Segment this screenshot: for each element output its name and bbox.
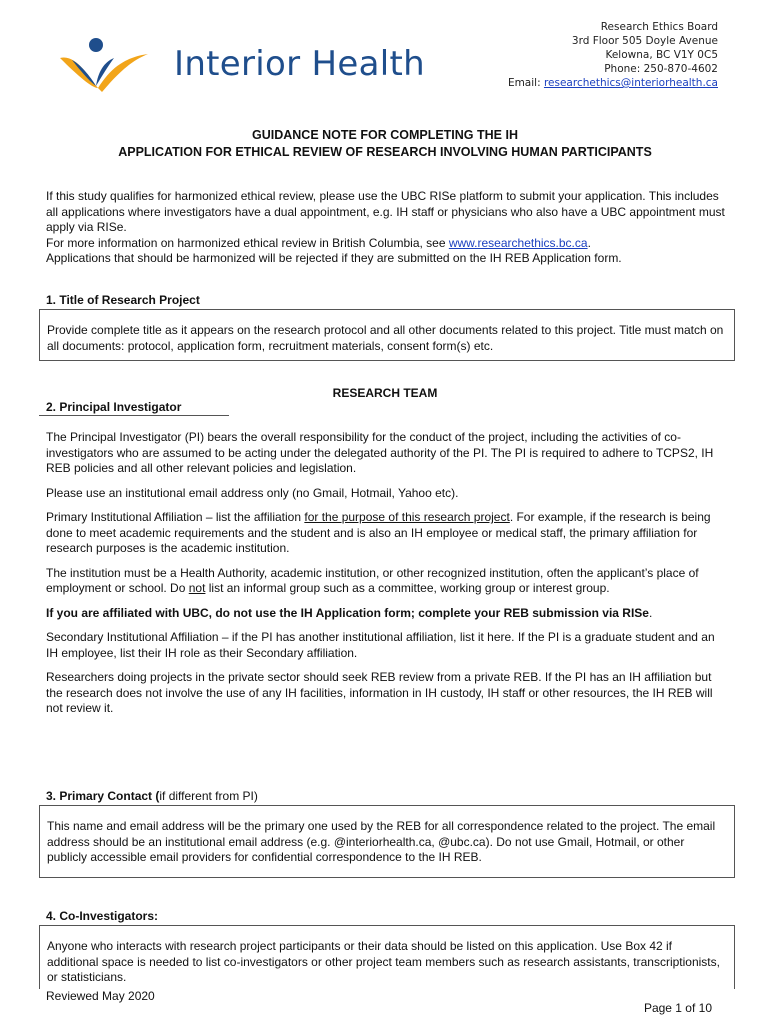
email-paragraph: Please use an institutional email address only (no Gmail, Hotmail, Yahoo etc). <box>46 485 459 500</box>
research-team-heading: RESEARCH TEAM <box>332 386 438 400</box>
address-block <box>508 20 718 90</box>
document-title: GUIDANCE NOTE FOR COMPLETING THE IH APPLICATION FOR ETHICAL REVIEW OF RESEARCH INVOLVING HUMAN PARTICIPANTS <box>118 128 652 159</box>
reviewed-date: Reviewed May 2020 <box>46 989 155 1003</box>
interior-health-logo <box>58 36 425 100</box>
email-line: Email: researchethics@interiorhealth.ca <box>507 77 718 89</box>
address-line: 3rd Floor 505 Doyle Avenue <box>571 35 718 47</box>
section-1-heading: 1. Title of Research Project <box>46 293 200 307</box>
address-line: Phone: 250-870-4602 <box>604 63 718 75</box>
secondary-affiliation-paragraph: Secondary Institutional Affiliation – if the PI has another institutional affiliation, list it here. If the PI is a graduate student and an IH employee, list their IH role as their Secondary affiliation. <box>46 630 715 660</box>
address-line: Research Ethics Board <box>600 21 718 33</box>
logo-mark-icon <box>58 36 168 100</box>
ubc-warning-paragraph: If you are affiliated with UBC, do not use the IH Application form; complete your REB submission via RISe. <box>46 605 653 620</box>
section-4-text: Anyone who interacts with research project participants or their data should be listed on this application. Use Box 42 if additional space is needed to list co-investigators or other project team members such as research assistants, transcriptionists, or statisticians. <box>47 939 720 984</box>
section-3-box <box>39 805 735 878</box>
section-4-box <box>39 925 735 989</box>
section-2-heading: 2. Principal Investigator <box>46 400 182 414</box>
primary-affiliation-paragraph: Primary Institutional Affiliation – list the affiliation for the purpose of this research project. For example, if the research is being done to meet academic requirements and the student and is also an IH employee or medical staff, the primary affiliation for research purposes is the academic institution. <box>46 510 711 555</box>
section-3-text: This name and email address will be the primary one used by the REB for all correspondence related to the project. The email address should be an institutional email address (e.g. @interiorhealth.ca, @ubc.ca). Do not use Gmail, Hotmail, or other publicly accessible email providers for confidential correspondence to the IH REB. <box>47 819 716 864</box>
intro-paragraph: If this study qualifies for harmonized ethical review, please use the UBC RISe platform to submit your application. This includes all applications where investigators have a dual appointment, e.g. IH staff or physicians who also have a UBC appointment must apply via RISe. <box>46 189 725 234</box>
researchethics-link[interactable]: www.researchethics.bc.ca <box>448 235 588 250</box>
intro-paragraph: Applications that should be harmonized will be rejected if they are submitted on the IH REB Application form. <box>46 251 622 265</box>
section-1-box <box>39 309 735 361</box>
section-4-heading: 4. Co-Investigators: <box>46 909 159 923</box>
email-link[interactable]: researchethics@interiorhealth.ca <box>543 77 718 89</box>
private-sector-paragraph: Researchers doing projects in the private sector should seek REB review from a private REB. If the PI has an IH affiliation but the research does not involve the use of any IH facilities, information in IH custody, IH staff or other resources, the IH REB will not review it. <box>46 670 713 715</box>
page-number: Page 1 of 10 <box>643 1001 712 1015</box>
intro-paragraph: For more information on harmonized ethical review in British Columbia, see www.researchethics.bc.ca. <box>46 235 591 250</box>
section-2-divider <box>39 415 229 416</box>
intro-section <box>46 189 726 267</box>
section-2-body <box>46 430 726 717</box>
pi-paragraph: The Principal Investigator (PI) bears the overall responsibility for the conduct of the project, including the activities of co-investigators who are assumed to be acting under the delegated authority of the PI. The PI is required to adhere to TCPS2, IH REB policies and all other relevant policies and legislation. <box>46 430 714 475</box>
section-3-heading: 3. Primary Contact (if different from PI) <box>46 789 258 803</box>
section-1-text: Provide complete title as it appears on the research protocol and all other documents related to this project. Title must match on all documents: protocol, application form, recruitment materials, consent form(s) etc. <box>47 323 724 353</box>
institution-paragraph: The institution must be a Health Authority, academic institution, or other recognized institution, often the applicant’s place of employment or school. Do not list an informal group such as a committee, working group or interest group. <box>46 565 699 595</box>
logo-text: Interior Health <box>174 44 425 84</box>
address-line: Kelowna, BC V1Y 0C5 <box>605 49 718 61</box>
